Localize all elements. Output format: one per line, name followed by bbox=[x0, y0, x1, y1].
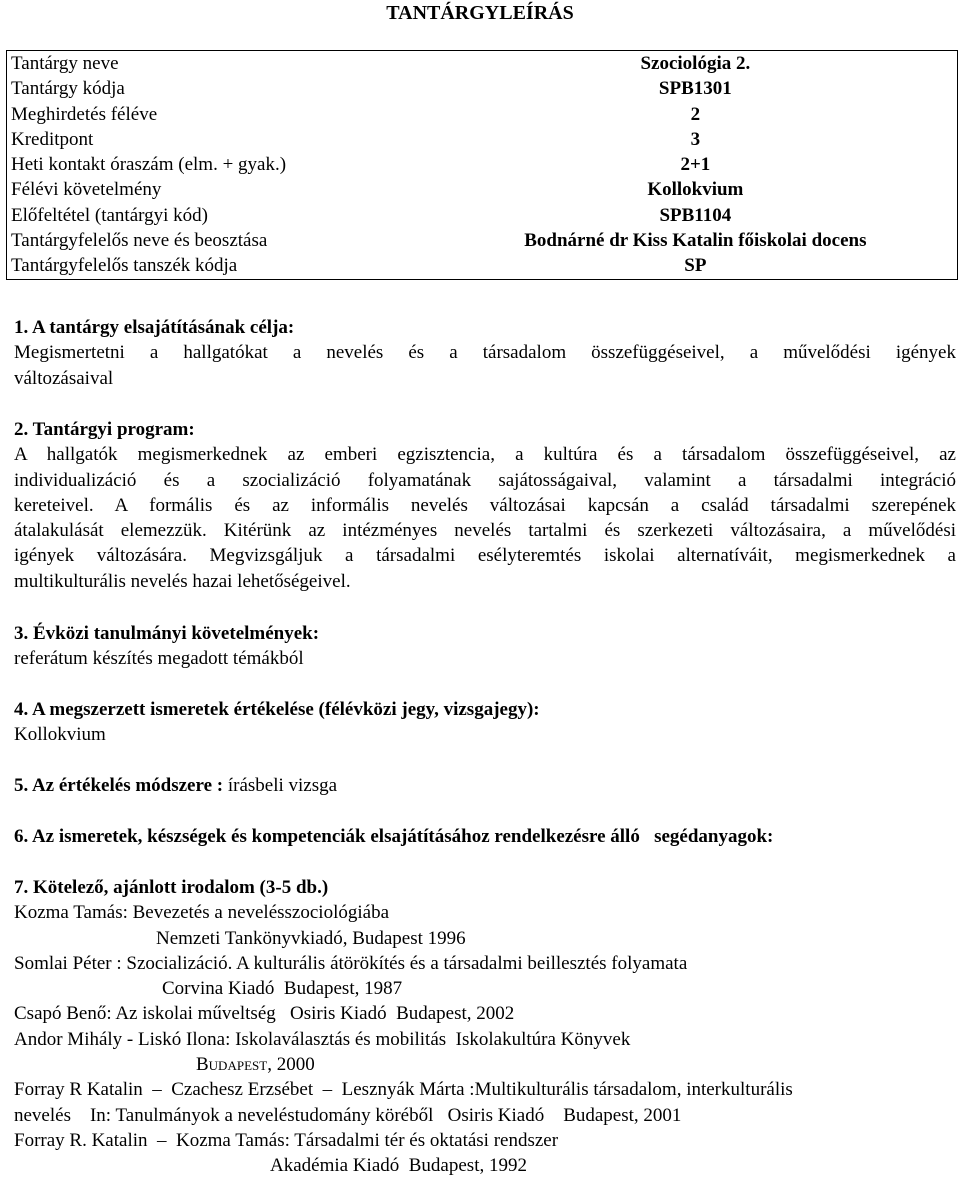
section-2 bbox=[14, 417, 956, 594]
info-value: Szociológia 2. bbox=[640, 53, 751, 74]
info-row bbox=[7, 203, 958, 228]
section-2-line-1: A hallgatók megismerkednek az emberi egzisztencia, a kultúra és a társadalom összefüggéseivel, az bbox=[14, 444, 956, 466]
info-row bbox=[7, 253, 958, 279]
info-row bbox=[7, 51, 958, 77]
info-value: Kollokvium bbox=[647, 179, 744, 201]
info-row bbox=[7, 76, 958, 101]
info-label: Tantárgyfelelős tanszék kódja bbox=[11, 255, 238, 277]
reference-2-title: Somlai Péter : Szocializáció. A kulturális átörökítés és a társadalmi beillesztés folyamata bbox=[14, 952, 688, 974]
section-1-line-1: Megismertetni a hallgatókat a nevelés és a társadalom összefüggéseivel, a művelődési igények bbox=[14, 342, 956, 364]
info-row bbox=[7, 152, 958, 177]
reference-4-title: Andor Mihály - Liskó Ilona: Iskolaválasztás és mobilitás Iskolakultúra Könyvek bbox=[14, 1028, 631, 1050]
section-2-line-4: átalakulását elemezzük. Kitérünk az intézményes nevelés tartalmi és szerkezeti változásaira, a művelődési bbox=[14, 520, 956, 542]
info-label: Félévi követelmény bbox=[11, 179, 162, 201]
reference-4-city: Budapest bbox=[196, 1054, 268, 1076]
page-title: TANTÁRGYLEÍRÁS bbox=[386, 2, 574, 24]
reference-1-publisher: Nemzeti Tankönyvkiadó, Budapest 1996 bbox=[156, 927, 466, 949]
info-value: SP bbox=[684, 255, 707, 277]
course-info-table bbox=[6, 50, 958, 280]
reference-6-publisher: Akadémia Kiadó Budapest, 1992 bbox=[270, 1155, 527, 1177]
section-1-line-2: változásaival bbox=[14, 367, 114, 389]
info-label: Meghirdetés féléve bbox=[11, 103, 158, 125]
section-1-heading: 1. A tantárgy elsajátításának célja: bbox=[14, 317, 295, 338]
section-2-line-5: igények változására. Megvizsgáljuk a társadalmi esélyteremtés iskolai alternatíváit, megismerkednek a bbox=[14, 545, 956, 567]
section-6-heading: 6. Az ismeretek, készségek és kompetenciák elsajátításához rendelkezésre álló segédanyagok: bbox=[14, 826, 774, 847]
section-2-line-3: kereteivel. A formális és az informális nevelés változásai kapcsán a család társadalmi szerepének bbox=[14, 494, 956, 516]
section-2-line-6: multikulturális nevelés hazai lehetőségeivel. bbox=[14, 570, 351, 592]
info-value: 2 bbox=[690, 103, 701, 125]
reference-4-publisher bbox=[14, 1052, 956, 1077]
info-label: Tantárgy kódja bbox=[11, 78, 125, 100]
section-5-heading: 5. Az értékelés módszere : bbox=[14, 775, 224, 796]
section-4 bbox=[14, 697, 956, 748]
info-row bbox=[7, 102, 958, 127]
section-4-text: Kollokvium bbox=[14, 724, 106, 746]
reference-6-title: Forray R. Katalin – Kozma Tamás: Társadalmi tér és oktatási rendszer bbox=[14, 1129, 559, 1151]
section-3-heading: 3. Évközi tanulmányi követelmények: bbox=[14, 623, 320, 644]
section-5 bbox=[14, 773, 956, 798]
section-5-text: írásbeli vizsga bbox=[227, 775, 338, 796]
reference-3: Csapó Benő: Az iskolai műveltség Osiris Kiadó Budapest, 2002 bbox=[14, 1003, 515, 1025]
info-value: 3 bbox=[690, 128, 701, 150]
info-value: Bodnárné dr Kiss Katalin főiskolai docens bbox=[524, 230, 867, 252]
section-6 bbox=[14, 824, 956, 849]
info-label: Kreditpont bbox=[11, 128, 94, 150]
section-7-heading: 7. Kötelező, ajánlott irodalom (3-5 db.) bbox=[14, 877, 329, 898]
section-7 bbox=[14, 875, 956, 1179]
reference-4-year: , 2000 bbox=[267, 1054, 315, 1076]
reference-5-title: Forray R Katalin – Czachesz Erzsébet – Lesznyák Márta :Multikulturális társadalom, interkulturális bbox=[14, 1079, 793, 1101]
section-4-heading: 4. A megszerzett ismeretek értékelése (félévközi jegy, vizsgajegy): bbox=[14, 699, 540, 720]
info-row bbox=[7, 127, 958, 152]
info-label: Heti kontakt óraszám (elm. + gyak.) bbox=[11, 154, 287, 176]
info-row bbox=[7, 177, 958, 202]
section-3-text: referátum készítés megadott témákból bbox=[14, 648, 304, 670]
info-value: SPB1104 bbox=[659, 204, 732, 226]
section-2-heading: 2. Tantárgyi program: bbox=[14, 419, 195, 440]
reference-5-publisher: nevelés In: Tanulmányok a neveléstudomány köréből Osiris Kiadó Budapest, 2001 bbox=[14, 1104, 682, 1126]
reference-1-title: Kozma Tamás: Bevezetés a nevelésszociológiába bbox=[14, 902, 389, 924]
reference-2-publisher: Corvina Kiadó Budapest, 1987 bbox=[162, 978, 403, 1000]
section-3 bbox=[14, 621, 956, 672]
info-label: Előfeltétel (tantárgyi kód) bbox=[11, 204, 208, 226]
info-value: 2+1 bbox=[680, 154, 711, 176]
info-label: Tantárgy neve bbox=[11, 53, 119, 74]
info-value: SPB1301 bbox=[658, 78, 732, 100]
section-2-line-2: individualizáció és a szocializáció folyamatának sajátosságaival, valamint a társadalmi integráció bbox=[14, 469, 956, 491]
info-row bbox=[7, 228, 958, 253]
section-1 bbox=[14, 315, 956, 391]
info-label: Tantárgyfelelős neve és beosztása bbox=[11, 230, 268, 252]
